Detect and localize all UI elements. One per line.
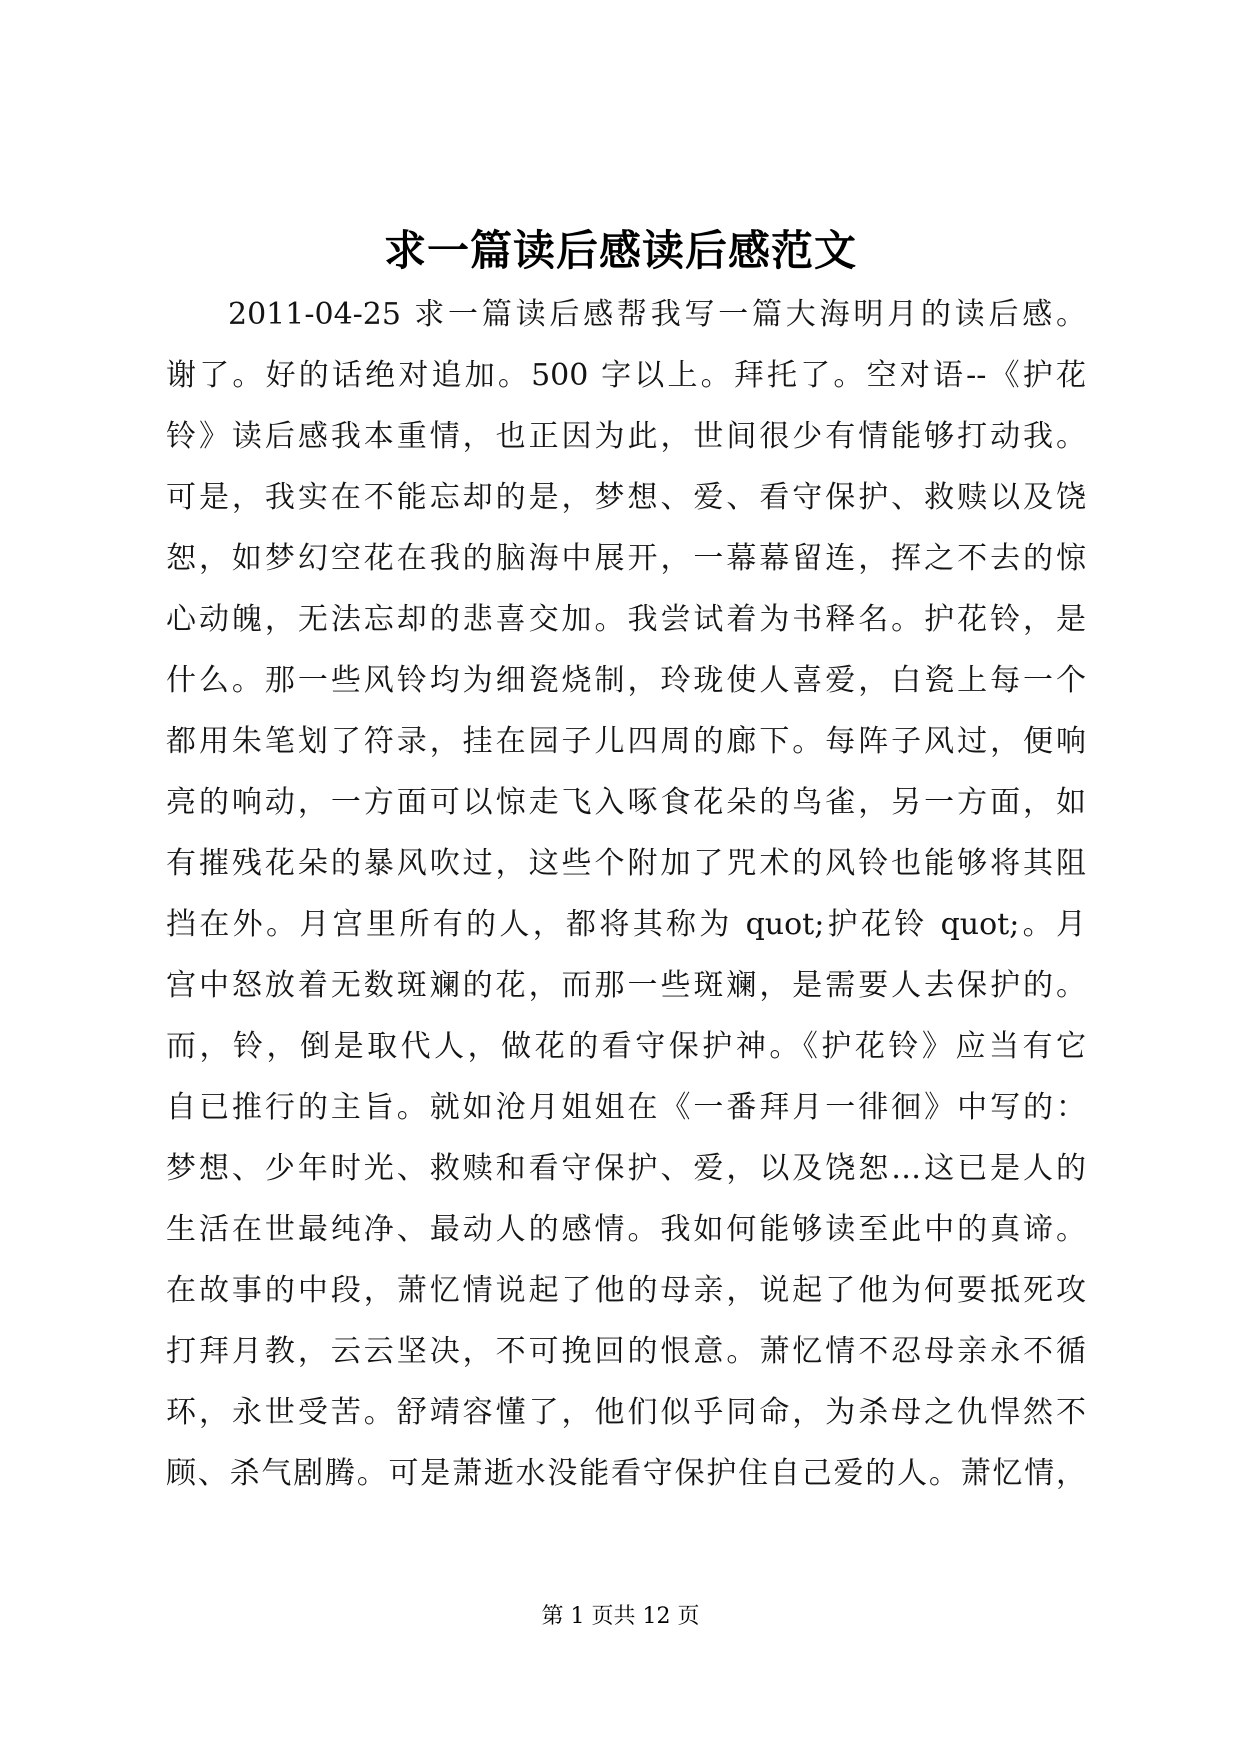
body-line: 谢了。好的话绝对追加。500 字以上。拜托了。空对语--《护花	[166, 358, 1086, 393]
body-line: 而，铃，倒是取代人，做花的看守保护神。《护花铃》应当有它	[166, 1029, 1086, 1064]
page-footer	[0, 1602, 1241, 1632]
body-line: 生活在世最纯净、最动人的感情。我如何能够读至此中的真谛。	[166, 1212, 1086, 1247]
document-body	[166, 292, 1086, 1512]
body-line: 2011-04-25 求一篇读后感帮我写一篇大海明月的读后感。	[228, 297, 1086, 332]
body-line: 宫中怒放着无数斑斓的花，而那一些斑斓，是需要人去保护的。	[166, 968, 1086, 1003]
body-line: 都用朱笔划了符录，挂在园子儿四周的廊下。每阵子风过，便响	[166, 724, 1086, 759]
body-line: 有摧残花朵的暴风吹过，这些个附加了咒术的风铃也能够将其阻	[166, 846, 1086, 881]
body-line: 亮的响动，一方面可以惊走飞入啄食花朵的鸟雀，另一方面，如	[166, 785, 1086, 820]
body-line: 环，永世受苦。舒靖容懂了，他们似乎同命，为杀母之仇悍然不	[166, 1395, 1086, 1430]
body-line: 打拜月教，云云坚决，不可挽回的恨意。萧忆情不忍母亲永不循	[166, 1334, 1086, 1369]
body-line: 可是，我实在不能忘却的是，梦想、爱、看守保护、救赎以及饶	[166, 480, 1086, 515]
body-line: 在故事的中段，萧忆情说起了他的母亲，说起了他为何要抵死攻	[166, 1273, 1086, 1308]
document-title: 求一篇读后感读后感范文	[383, 226, 857, 275]
body-line: 挡在外。月宫里所有的人，都将其称为 quot;护花铃 quot;。月	[166, 907, 1086, 942]
page-number: 第 1 页	[541, 1604, 614, 1629]
body-line: 心动魄，无法忘却的悲喜交加。我尝试着为书释名。护花铃，是	[166, 602, 1086, 637]
page-total: 共 12 页	[613, 1604, 700, 1629]
body-line: 什么。那一些风铃均为细瓷烧制，玲珑使人喜爱，白瓷上每一个	[166, 663, 1086, 698]
body-line: 梦想、少年时光、救赎和看守保护、爱，以及饶恕…这已是人的	[166, 1151, 1086, 1186]
body-line: 顾、杀气剧腾。可是萧逝水没能看守保护住自己爱的人。萧忆情，	[166, 1456, 1086, 1491]
body-line: 自已推行的主旨。就如沧月姐姐在《一番拜月一徘徊》中写的：	[166, 1090, 1086, 1125]
body-line: 铃》读后感我本重情，也正因为此，世间很少有情能够打动我。	[166, 419, 1086, 454]
body-line: 恕，如梦幻空花在我的脑海中展开，一幕幕留连，挥之不去的惊	[166, 541, 1086, 576]
